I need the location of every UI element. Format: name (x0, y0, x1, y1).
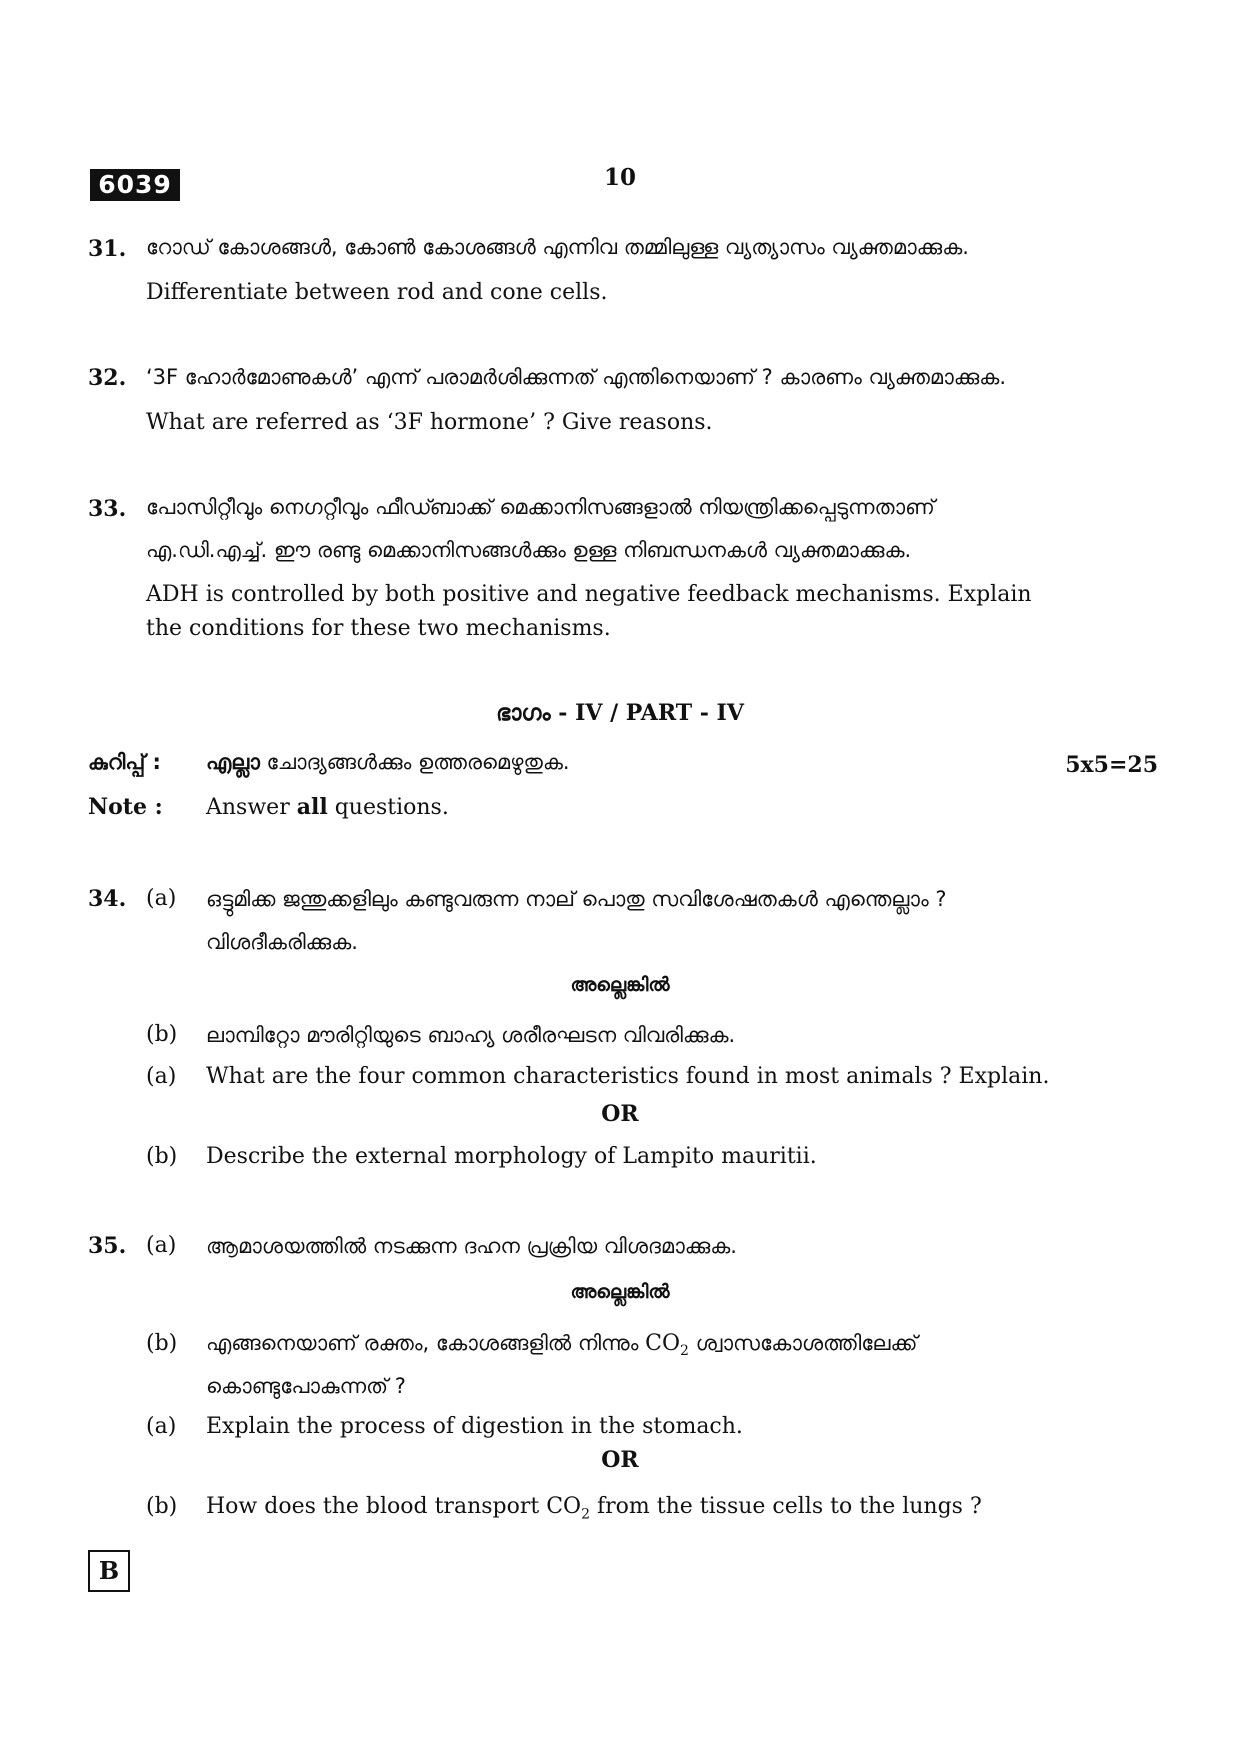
question-35-option-a-label-ml: (a) (146, 1233, 177, 1258)
question-31-number: 31. (88, 236, 127, 262)
note-english-pre: Answer (206, 795, 297, 820)
note-english-label: Note : (88, 794, 163, 820)
question-32-number: 32. (88, 365, 127, 391)
q35-b-en-sub: 2 (581, 1506, 590, 1523)
question-32-malayalam: ‘3F ഹോർമോണുകൾ’ എന്ന് പരാമർശിക്കുന്നത് എന്തിനെയാണ് ? കാരണം വ്യക്തമാക്കുക. (146, 365, 1007, 389)
note-english-post: questions. (327, 795, 449, 820)
marks-allocation: 5x5=25 (1065, 752, 1158, 778)
note-malayalam-rest: ചോദ്യങ്ങൾക്കും ഉത്തരമെഴുതുക. (259, 750, 570, 774)
paper-code-badge: 6039 (90, 169, 180, 201)
question-34-option-a-label-ml: (a) (146, 886, 177, 911)
question-35-option-a-label-en: (a) (146, 1414, 177, 1439)
note-english-emphasis: all (296, 794, 328, 820)
q35-b-ml-pre: എങ്ങനെയാണ് രക്തം, കോശങ്ങളിൽ നിന്നും (206, 1331, 646, 1355)
question-34-option-a-label-en: (a) (146, 1064, 177, 1089)
question-33-english-line-2: the conditions for these two mechanisms. (146, 616, 611, 641)
question-33-english-line-1: ADH is controlled by both positive and negative feedback mechanisms. Explain (146, 582, 1032, 607)
question-33-malayalam-line-2: എ.ഡി.എച്ച്. ഈ രണ്ടു മെക്കാനിസങ്ങൾക്കും ഉള്ള നിബന്ധനകൾ വ്യക്തമാക്കുക. (146, 538, 912, 562)
question-34-or-english: OR (601, 1101, 639, 1127)
question-34-number: 34. (88, 886, 127, 912)
section-heading-malayalam: ഭാഗം (496, 701, 551, 726)
q35-b-ml-post: ശ്വാസകോശത്തിലേക്ക് (688, 1331, 918, 1355)
question-33-malayalam-line-1: പോസിറ്റീവും നെഗറ്റീവും ഫീഡ്ബാക്ക് മെക്കാനിസങ്ങളാൽ നിയന്ത്രിക്കപ്പെടുന്നതാണ് (146, 495, 935, 519)
page-number: 10 (603, 164, 636, 191)
question-34-a-malayalam-line-1: ഒട്ടുമിക്ക ജന്തുക്കളിലും കണ്ടുവരുന്ന നാല് പൊതു സവിശേഷതകൾ എന്തെല്ലാം ? (206, 887, 947, 911)
question-35-a-english: Explain the process of digestion in the stomach. (206, 1414, 743, 1439)
question-35-or-malayalam: അല്ലെങ്കിൽ (570, 1281, 670, 1303)
question-34-a-malayalam-line-2: വിശദീകരിക്കുക. (206, 930, 358, 954)
note-malayalam-emphasis: എല്ലാ (206, 750, 260, 774)
note-malayalam-text (206, 750, 570, 775)
question-33-number: 33. (88, 496, 127, 522)
note-english-text (206, 794, 449, 820)
question-31-malayalam: റോഡ് കോശങ്ങൾ, കോൺ കോശങ്ങൾ എന്നിവ തമ്മിലുള്ള വ്യത്യാസം വ്യക്തമാക്കുക. (146, 235, 969, 259)
q35-b-ml-co: CO (645, 1331, 681, 1356)
question-35-a-malayalam: ആമാശയത്തിൽ നടക്കുന്ന ദഹന പ്രക്രിയ വിശദമാക്കുക. (206, 1234, 737, 1258)
question-34-option-b-label-ml: (b) (146, 1022, 178, 1047)
question-35-b-malayalam-line-2: കൊണ്ടുപോകുന്നത് ? (206, 1374, 406, 1398)
question-31-english: Differentiate between rod and cone cells. (146, 280, 608, 305)
q35-b-en-post: from the tissue cells to the lungs ? (590, 1494, 982, 1519)
question-35-option-b-label-ml: (b) (146, 1331, 178, 1356)
question-35-option-b-label-en: (b) (146, 1494, 178, 1519)
section-heading-english: - IV / PART - IV (550, 700, 744, 726)
question-32-english: What are referred as ‘3F hormone’ ? Give reasons. (146, 410, 713, 435)
note-malayalam-label: കുറിപ്പ് : (88, 750, 161, 774)
question-35-b-english (206, 1490, 982, 1531)
booklet-series-box: B (88, 1550, 130, 1592)
question-34-or-malayalam: അല്ലെങ്കിൽ (570, 974, 670, 996)
question-35-number: 35. (88, 1233, 127, 1259)
question-35-or-english: OR (601, 1447, 639, 1473)
question-34-a-english: What are the four common characteristics found in most animals ? Explain. (206, 1064, 1050, 1089)
question-34-b-english: Describe the external morphology of Lampito mauritii. (206, 1144, 817, 1169)
q35-b-en-pre: How does the blood transport CO (206, 1494, 582, 1519)
question-34-b-malayalam: ലാമ്പിറ്റോ മൗരിറ്റിയുടെ ബാഹ്യ ശരീരഘടന വിവരിക്കുക. (206, 1023, 736, 1047)
q35-b-ml-sub: 2 (680, 1343, 689, 1360)
section-heading (400, 700, 840, 726)
question-34-option-b-label-en: (b) (146, 1144, 178, 1169)
